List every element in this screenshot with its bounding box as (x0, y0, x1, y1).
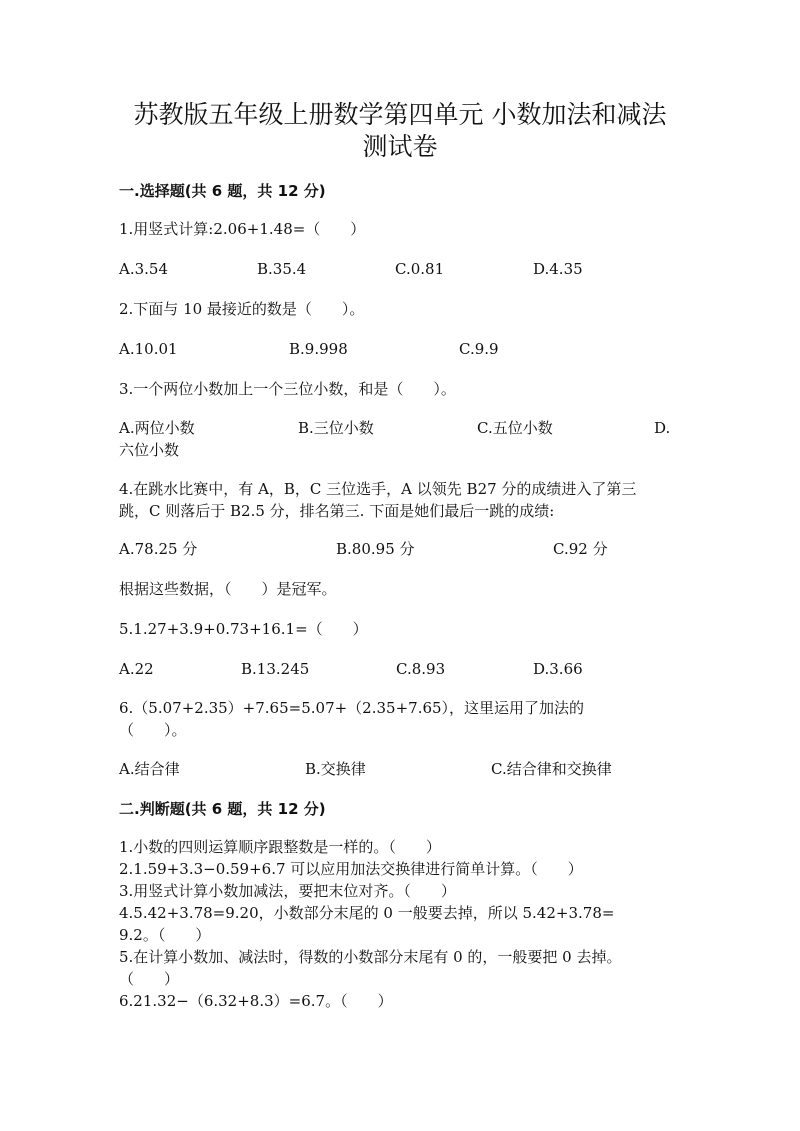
question-6-cont: （ ）。 (119, 721, 187, 739)
option-5c: C.8.93 (396, 660, 446, 678)
option-3d: D. (654, 419, 671, 437)
judge-item-6: 6.21.32−（6.32+8.3）=6.7。（ ） (119, 992, 393, 1010)
question-4-cont: 跳，C 则落后于 B2.5 分，排名第三. 下面是她们最后一跳的成绩: (119, 502, 555, 520)
question-6: 6.（5.07+2.35）+7.65=5.07+（2.35+7.65），这里运用了加法的 (119, 699, 585, 717)
judge-item-5: 5.在计算小数加、减法时，得数的小数部分末尾有 0 的，一般要把 0 去掉。 (119, 948, 622, 966)
option-6b: B.交换律 (305, 760, 366, 778)
option-1b: B.35.4 (257, 260, 307, 278)
question-4: 4.在跳水比赛中，有 A，B，C 三位选手，A 以领先 B27 分的成绩进入了第三 (119, 480, 637, 498)
judge-item-2: 2.1.59+3.3−0.59+6.7 可以应用加法交换律进行简单计算。（ ） (119, 860, 583, 878)
question-3: 3.一个两位小数加上一个三位小数，和是（ ）。 (119, 380, 456, 398)
question-1: 1.用竖式计算:2.06+1.48=（ ） (119, 220, 366, 238)
section-heading-judge: 二.判断题(共 6 题，共 12 分) (119, 800, 326, 818)
option-4b: B.80.95 分 (336, 540, 415, 558)
option-6c: C.结合律和交换律 (491, 760, 612, 778)
option-3b: B.三位小数 (298, 419, 374, 437)
option-2b: B.9.998 (289, 340, 348, 358)
judge-item-4-cont: 9.2。（ ） (119, 926, 211, 944)
page-title: 苏教版五年级上册数学第四单元 小数加法和减法 (133, 100, 667, 129)
section-heading-choice: 一.选择题(共 6 题，共 12 分) (119, 182, 326, 200)
option-3d-text: 六位小数 (119, 441, 180, 459)
option-5a: A.22 (119, 660, 154, 678)
option-1d: D.4.35 (533, 260, 583, 278)
judge-item-5-cont: （ ） (119, 970, 180, 988)
question-2: 2.下面与 10 最接近的数是（ ）。 (119, 300, 365, 318)
judge-item-1: 1.小数的四则运算顺序跟整数是一样的。（ ） (119, 838, 441, 856)
option-1a: A.3.54 (119, 260, 168, 278)
option-6a: A.结合律 (119, 760, 180, 778)
option-4c: C.92 分 (553, 540, 608, 558)
judge-item-4: 4.5.42+3.78=9.20，小数部分末尾的 0 一般要去掉，所以 5.42+3.78= (119, 904, 615, 922)
option-3c: C.五位小数 (477, 419, 553, 437)
option-3a: A.两位小数 (119, 419, 195, 437)
question-5: 5.1.27+3.9+0.73+16.1=（ ） (119, 620, 368, 638)
option-1c: C.0.81 (395, 260, 445, 278)
question-4-tail: 根据这些数据，（ ）是冠军。 (119, 580, 337, 598)
option-4a: A.78.25 分 (119, 540, 198, 558)
option-2a: A.10.01 (119, 340, 178, 358)
judge-item-3: 3.用竖式计算小数加减法，要把末位对齐。（ ） (119, 882, 456, 900)
option-2c: C.9.9 (459, 340, 499, 358)
option-5b: B.13.245 (241, 660, 310, 678)
page-title-cont: 测试卷 (362, 132, 438, 161)
option-5d: D.3.66 (533, 660, 583, 678)
